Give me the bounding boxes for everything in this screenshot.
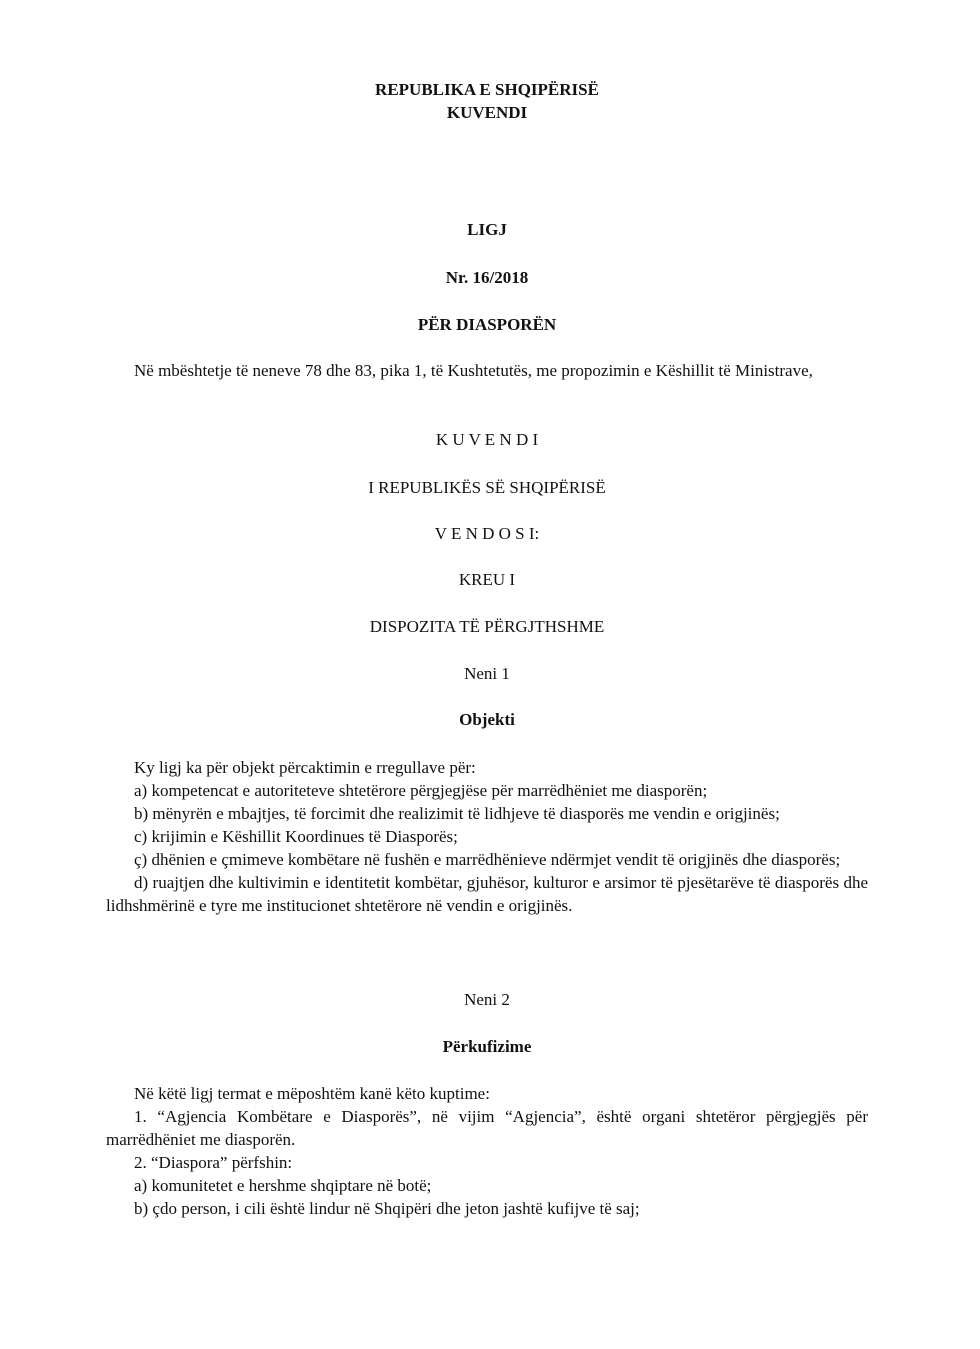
law-type: LIGJ: [467, 220, 507, 239]
enactment-decided: V E N D O S I:: [434, 524, 540, 543]
article-1-item: b) mënyrën e mbajtjes, të forcimit dhe realizimit të lidhjeve të diasporës me vendin e origjinës;: [134, 804, 780, 823]
chapter-title: DISPOZITA TË PËRGJTHSHME: [369, 617, 605, 636]
article-2-item: 2. “Diaspora” përfshin:: [134, 1153, 293, 1172]
header-republic: REPUBLIKA E SHQIPËRISË: [375, 80, 599, 99]
chapter-label: KREU I: [458, 570, 516, 589]
article-2-item: 1. “Agjencia Kombëtare e Diasporës”, në vijim “Agjencia”, është organi shtetëror përgjegjës për marrëdhëniet me diasporën.: [106, 1107, 868, 1149]
enactment-kuvendi: K U V E N D I: [435, 430, 539, 449]
law-number: Nr. 16/2018: [445, 268, 529, 287]
enactment-republic: I REPUBLIKËS SË SHQIPËRISË: [368, 478, 606, 497]
preamble: Në mbështetje të neneve 78 dhe 83, pika 1, të Kushtetutës, me propozimin e Këshillit të Ministrave,: [134, 361, 813, 380]
article-1-item: d) ruajtjen dhe kultivimin e identitetit kombëtar, gjuhësor, kulturor e arsimor të pjesëtarëve të diasporës dhe lidhshmërinë e tyre me institucionet shtetërore në vendin e origjinës.: [106, 873, 868, 915]
article-2-intro: Në këtë ligj termat e mëposhtëm kanë këto kuptime:: [134, 1084, 490, 1103]
article-1-body: [106, 756, 868, 917]
header-assembly: KUVENDI: [446, 103, 528, 122]
article-1-title: Objekti: [459, 710, 515, 729]
article-2-item: a) komunitetet e hershme shqiptare në botë;: [134, 1176, 432, 1195]
article-2-label: Neni 2: [464, 990, 510, 1009]
article-1-item: c) krijimin e Këshillit Koordinues të Diasporës;: [134, 827, 458, 846]
article-1-item: ç) dhënien e çmimeve kombëtare në fushën e marrëdhënieve ndërmjet vendit të origjinës dhe diasporës;: [134, 850, 841, 869]
article-1-intro: Ky ligj ka për objekt përcaktimin e rregullave për:: [134, 758, 476, 777]
law-subject: PËR DIASPORËN: [417, 315, 557, 334]
article-2-body: [106, 1082, 868, 1220]
article-2-title: Përkufizime: [442, 1037, 532, 1056]
article-2-item: b) çdo person, i cili është lindur në Shqipëri dhe jeton jashtë kufijve të saj;: [134, 1199, 640, 1218]
article-1-item: a) kompetencat e autoriteteve shtetërore përgjegjëse për marrëdhëniet me diasporën;: [134, 781, 708, 800]
article-1-label: Neni 1: [464, 664, 510, 683]
